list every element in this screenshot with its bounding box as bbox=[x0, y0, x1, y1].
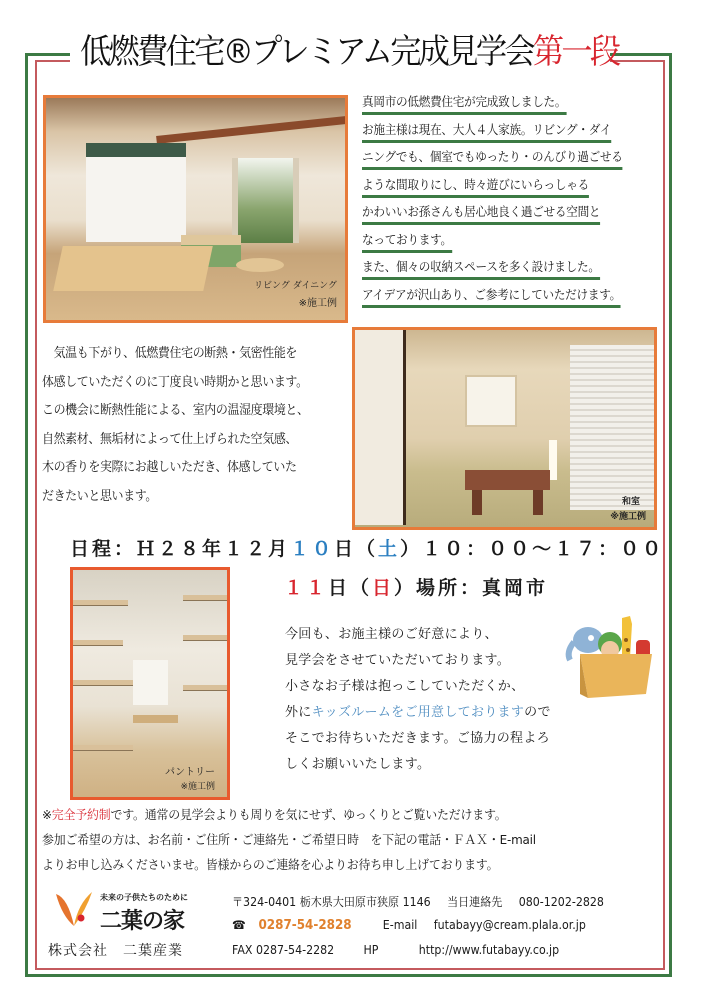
shelf bbox=[183, 635, 228, 641]
intro-text bbox=[362, 88, 662, 308]
low-table bbox=[465, 470, 550, 490]
company-logo bbox=[52, 888, 212, 936]
floor-lamp bbox=[549, 440, 557, 480]
desk bbox=[133, 715, 178, 723]
schedule-day2: １１ bbox=[284, 577, 329, 599]
table-leg bbox=[472, 490, 482, 515]
notes-line: ※完全予約制です。通常の見学会よりも周りを気にせず、ゆっくりとご覧いただけます。 bbox=[42, 808, 507, 822]
window bbox=[86, 143, 186, 242]
kids-room-highlight: キッズルームをご用意しております bbox=[311, 705, 525, 720]
kids-line: しくお願いいたします。 bbox=[285, 757, 431, 772]
window-blind bbox=[570, 345, 655, 510]
body-line: 体感していただくのに丁度良い時期かと思います。 bbox=[42, 374, 308, 390]
photo-note: ※施工例 bbox=[180, 782, 215, 792]
phone-number[interactable]: 0287-54-2828 bbox=[258, 918, 352, 933]
logo-tagline: 未来の子供たちのために bbox=[100, 893, 188, 902]
body-line: 木の香りを実際にお越しいただき、体感していた bbox=[42, 460, 297, 476]
schedule-day1-time: ）１０：００～１７：００ bbox=[400, 538, 665, 560]
schedule-line-1 bbox=[70, 534, 664, 564]
intro-line: アイデアが沢山あり、ご参考にしていただけます。 bbox=[362, 285, 621, 308]
intro-line: かわいいお孫さんも居心地良く過ごせる空間と bbox=[362, 202, 600, 225]
shelf bbox=[73, 640, 123, 646]
photo-washitsu bbox=[352, 327, 657, 530]
logo-name: 二葉の家 bbox=[100, 909, 185, 934]
address: 〒324-0401 栃木県大田原市狭原 1146 bbox=[232, 895, 431, 909]
kids-line: 見学会をさせていただいております。 bbox=[285, 653, 511, 668]
kids-line: そこでお待ちいただきます。ご協力の程よろ bbox=[285, 731, 550, 746]
photo-note: ※施工例 bbox=[298, 298, 337, 309]
window bbox=[465, 375, 517, 427]
schedule-place: ）場所：真岡市 bbox=[394, 577, 549, 599]
email-address[interactable]: futabayy@cream.plala.or.jp bbox=[433, 918, 586, 932]
reservation-notes bbox=[42, 803, 662, 878]
dining-table bbox=[53, 246, 213, 291]
schedule-day1-weekday: 土 bbox=[378, 538, 401, 560]
intro-line: お施主様は現在、大人４人家族。リビング・ダイ bbox=[362, 120, 611, 143]
futaba-leaf-icon bbox=[52, 888, 98, 934]
sliding-door bbox=[355, 330, 406, 525]
kids-line: 小さなお子様は抱っこしていただくか、 bbox=[285, 679, 525, 694]
same-day-phone[interactable]: 080-1202-2828 bbox=[518, 895, 604, 909]
kids-line: 今回も、お施主様のご好意により、 bbox=[285, 627, 498, 642]
fax-number: FAX 0287-54-2282 bbox=[232, 943, 335, 957]
low-table bbox=[236, 258, 284, 272]
contact-fax-row bbox=[232, 943, 559, 957]
intro-line: なっております。 bbox=[362, 230, 452, 253]
notes-line: 参加ご希望の方は、お名前・ご住所・ご連絡先・ご希望日時 を下記の電話・ＦＡＸ・E-mail bbox=[42, 833, 536, 847]
company-name: 株式会社 二葉産業 bbox=[48, 943, 183, 959]
shelf bbox=[183, 595, 228, 601]
photo-caption: リビング ダイニング bbox=[254, 281, 337, 291]
schedule-day1-suffix: 日（ bbox=[334, 538, 379, 560]
body-text bbox=[42, 340, 352, 512]
ceiling-beam bbox=[156, 116, 346, 144]
body-line: 気温も下がり、低燃費住宅の断熱・気密性能を bbox=[42, 346, 298, 361]
notes-line: よりお申し込みくださいませ。皆様からのご連絡を心よりお待ち申し上げております。 bbox=[42, 858, 499, 872]
schedule-line-2 bbox=[284, 573, 548, 603]
schedule-day1: １０ bbox=[290, 538, 335, 560]
photo-caption: 和室 bbox=[621, 497, 640, 507]
schedule-label: 日程：Ｈ２８年１２月 bbox=[70, 538, 291, 560]
title-accent: 第一段 bbox=[532, 32, 619, 72]
website-link[interactable]: http://www.futabayy.co.jp bbox=[418, 943, 560, 957]
schedule-day2-suffix: 日（ bbox=[328, 577, 373, 599]
contact-phone-row bbox=[232, 918, 586, 933]
intro-line: また、個々の収納スペースを多く設けました。 bbox=[362, 257, 600, 280]
photo-living-dining bbox=[43, 95, 348, 323]
contact-address-row bbox=[232, 893, 604, 910]
title-main: 低燃費住宅®プレミアム完成見学会 bbox=[80, 32, 533, 72]
photo-caption: パントリー bbox=[165, 767, 215, 778]
reservation-highlight: 完全予約制 bbox=[51, 808, 111, 822]
intro-line: 真岡市の低燃費住宅が完成致しました。 bbox=[362, 92, 566, 115]
window bbox=[133, 660, 168, 705]
toy-box-icon bbox=[558, 610, 658, 700]
shelf bbox=[73, 600, 128, 606]
glass-door bbox=[232, 158, 299, 243]
phone-icon: ☎ bbox=[232, 918, 246, 932]
photo-note: ※施工例 bbox=[610, 512, 646, 522]
shelf bbox=[73, 745, 133, 751]
body-line: この機会に断熱性能による、室内の温湿度環境と、 bbox=[42, 403, 309, 419]
schedule-day2-weekday: 日 bbox=[372, 577, 395, 599]
same-day-label: 当日連絡先 bbox=[447, 895, 503, 909]
intro-line: ような間取りにし、時々遊びにいらっしゃる bbox=[362, 175, 589, 198]
body-line: 自然素材、無垢材によって仕上げられた空気感、 bbox=[42, 431, 298, 447]
body-line: だきたいと思います。 bbox=[42, 488, 157, 504]
kids-line: 外にキッズルームをご用意しておりますので bbox=[285, 705, 551, 720]
intro-line: ニングでも、個室でもゆったり・のんびり過ごせる bbox=[362, 147, 623, 170]
shelf bbox=[183, 685, 228, 691]
photo-pantry bbox=[70, 567, 230, 800]
shelf bbox=[73, 680, 133, 686]
email-label: E-mail bbox=[382, 918, 418, 932]
page-title bbox=[80, 26, 619, 78]
table-leg bbox=[533, 490, 543, 515]
hp-label: HP bbox=[363, 943, 379, 957]
